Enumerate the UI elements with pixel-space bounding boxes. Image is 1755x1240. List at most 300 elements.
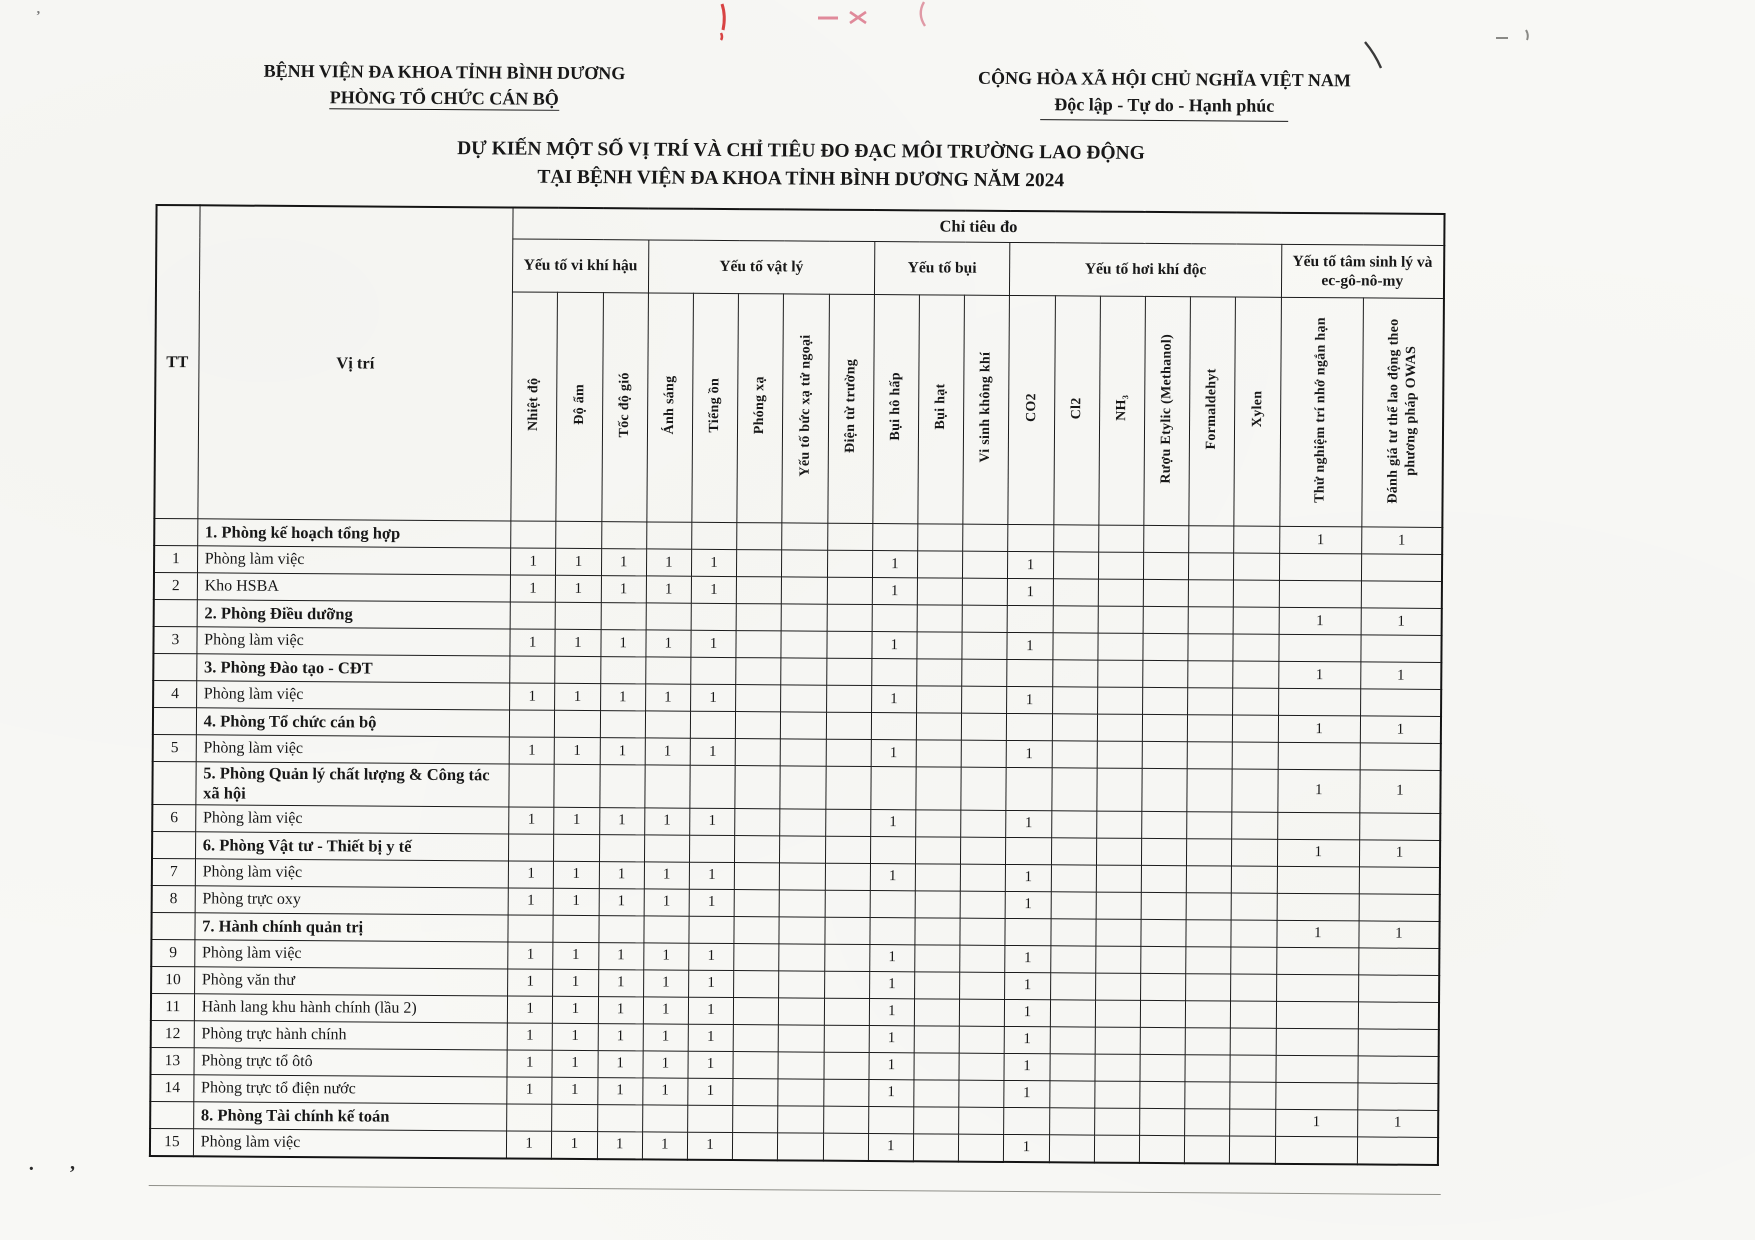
value-cell-col13	[1050, 1026, 1095, 1053]
value-cell-col19	[1358, 1029, 1439, 1057]
value-cell-col16	[1187, 811, 1232, 838]
value-cell-col13	[1052, 660, 1097, 687]
value-cell-col5: 1	[688, 1078, 733, 1105]
value-cell-col19	[1358, 1083, 1439, 1111]
value-cell-col16	[1188, 661, 1233, 688]
value-cell-col13	[1051, 864, 1096, 891]
value-cell-col4: 1	[646, 630, 691, 657]
value-cell-col7	[781, 712, 826, 739]
value-cell-col14	[1096, 811, 1141, 838]
ink-speck: ·	[28, 1158, 35, 1180]
value-cell-col5: 1	[689, 862, 734, 889]
column-header-8: Điện từ trường	[827, 294, 874, 523]
column-header-12: CO2	[1008, 295, 1055, 524]
value-cell-col15	[1141, 946, 1186, 973]
value-cell-col12	[1004, 1107, 1049, 1134]
value-cell-col18: 1	[1278, 661, 1361, 689]
value-cell-col9: 1	[870, 809, 915, 836]
value-cell-col8	[824, 917, 869, 944]
value-cell-col14	[1097, 660, 1142, 687]
value-cell-col6	[733, 1078, 778, 1105]
value-cell-col17	[1232, 812, 1277, 839]
value-cell-col12	[1007, 659, 1052, 686]
value-cell-col13	[1049, 1134, 1094, 1162]
row-number-cell: 10	[151, 966, 194, 993]
row-number-cell	[154, 518, 197, 545]
value-cell-col13	[1052, 633, 1097, 660]
value-cell-col13	[1051, 837, 1096, 864]
org-department: PHÒNG TỔ CHỨC CÁN BỘ	[329, 87, 559, 109]
section-label-cell: 2. Phòng Điều dưỡng	[197, 600, 511, 629]
ink-speck: ,	[70, 1152, 75, 1174]
value-cell-col3: 1	[597, 1077, 642, 1104]
value-cell-col3: 1	[601, 549, 646, 576]
value-cell-col9: 1	[872, 632, 917, 659]
value-cell-col4: 1	[644, 889, 689, 916]
value-cell-col12: 1	[1004, 1134, 1049, 1162]
value-cell-col14	[1095, 946, 1140, 973]
value-cell-col4: 1	[644, 808, 689, 835]
value-cell-col10	[915, 917, 960, 944]
value-cell-col15	[1144, 525, 1189, 552]
value-cell-col3: 1	[598, 996, 643, 1023]
value-cell-col15	[1142, 687, 1187, 714]
group-header-4: Yếu tố hơi khí độc	[1010, 242, 1282, 297]
value-cell-col13	[1050, 999, 1095, 1026]
value-cell-col5: 1	[688, 970, 733, 997]
value-cell-col1	[511, 521, 556, 548]
position-label-cell: Phòng làm việc	[195, 858, 509, 887]
value-cell-col10	[914, 1106, 959, 1133]
value-cell-col5: 1	[691, 549, 736, 576]
column-header-10: Bụi hạt	[918, 295, 965, 524]
section-label-cell: 6. Phòng Vật tư - Thiết bị y tế	[195, 831, 509, 860]
group-header-1: Yếu tố vi khí hậu	[513, 239, 649, 293]
value-cell-col7	[780, 766, 825, 809]
value-cell-col11	[962, 578, 1007, 605]
value-cell-col6	[735, 712, 780, 739]
value-cell-col9	[871, 767, 916, 810]
value-cell-col12: 1	[1006, 740, 1051, 767]
value-cell-col12: 1	[1005, 945, 1050, 972]
column-header-13: Cl2	[1053, 296, 1100, 525]
value-cell-col14	[1097, 714, 1142, 741]
value-cell-col19: 1	[1361, 608, 1442, 636]
value-cell-col17	[1231, 1001, 1276, 1028]
value-cell-col5: 1	[690, 684, 735, 711]
value-cell-col15	[1141, 919, 1186, 946]
value-cell-col2	[555, 602, 600, 629]
national-motto-line1: CỘNG HÒA XÃ HỘI CHỦ NGHĨA VIỆT NAM	[977, 67, 1351, 91]
value-cell-col3: 1	[598, 1023, 643, 1050]
value-cell-col13	[1052, 741, 1097, 768]
value-cell-col2: 1	[554, 861, 599, 888]
value-cell-col3: 1	[597, 1050, 642, 1077]
value-cell-col5	[689, 835, 734, 862]
value-cell-col2: 1	[555, 683, 600, 710]
value-cell-col14	[1098, 525, 1143, 552]
value-cell-col11	[963, 524, 1008, 551]
value-cell-col3	[600, 711, 645, 738]
value-cell-col2	[554, 834, 599, 861]
value-cell-col3: 1	[600, 738, 645, 765]
row-number-cell: 15	[150, 1128, 193, 1156]
value-cell-col8	[825, 890, 870, 917]
value-cell-col10	[917, 605, 962, 632]
value-cell-col18	[1276, 1055, 1359, 1083]
section-label-cell: 5. Phòng Quản lý chất lượng & Công tác xã hội	[196, 762, 510, 807]
value-cell-col10	[913, 1133, 958, 1161]
value-cell-col7	[778, 1132, 823, 1160]
value-cell-col9: 1	[869, 998, 914, 1025]
value-cell-col1: 1	[510, 575, 555, 602]
value-cell-col10	[918, 524, 963, 551]
row-number-cell	[152, 831, 195, 858]
value-cell-col17	[1234, 553, 1279, 580]
row-number-cell: 6	[152, 804, 195, 831]
value-cell-col19: 1	[1360, 716, 1441, 744]
value-cell-col4: 1	[643, 1078, 688, 1105]
value-cell-col13	[1051, 891, 1096, 918]
value-cell-col16	[1185, 1027, 1230, 1054]
ink-speck: ‚	[36, 2, 41, 17]
value-cell-col16	[1185, 1135, 1230, 1163]
value-cell-col17	[1233, 607, 1278, 634]
value-cell-col8	[823, 1133, 868, 1161]
value-cell-col16	[1188, 688, 1233, 715]
value-cell-col15	[1140, 1000, 1185, 1027]
value-cell-col10	[916, 686, 961, 713]
value-cell-col12: 1	[1006, 810, 1051, 837]
value-cell-col4: 1	[643, 943, 688, 970]
value-cell-col16	[1186, 946, 1231, 973]
value-cell-col16	[1187, 769, 1232, 812]
position-label-cell: Phòng trực hành chính	[194, 1020, 508, 1049]
value-cell-col3	[601, 603, 646, 630]
value-cell-col16	[1188, 607, 1233, 634]
value-cell-col9: 1	[869, 944, 914, 971]
value-cell-col9: 1	[869, 971, 914, 998]
column-header-16: Formaldehyt	[1189, 297, 1236, 526]
value-cell-col13	[1052, 714, 1097, 741]
value-cell-col6	[735, 808, 780, 835]
value-cell-col4: 1	[643, 1051, 688, 1078]
value-cell-col5: 1	[690, 808, 735, 835]
value-cell-col4	[646, 522, 691, 549]
value-cell-col3: 1	[599, 861, 644, 888]
value-cell-col8	[825, 836, 870, 863]
value-cell-col7	[778, 1078, 823, 1105]
value-cell-col15	[1143, 660, 1188, 687]
value-cell-col7	[780, 739, 825, 766]
value-cell-col19: 1	[1362, 527, 1443, 555]
value-cell-col19: 1	[1357, 1110, 1438, 1138]
value-cell-col18	[1275, 1082, 1358, 1110]
value-cell-col17	[1233, 661, 1278, 688]
value-cell-col3: 1	[599, 807, 644, 834]
value-cell-col7	[779, 970, 824, 997]
value-cell-col13	[1050, 918, 1095, 945]
value-cell-col5	[690, 765, 735, 808]
value-cell-col14	[1096, 919, 1141, 946]
value-cell-col9: 1	[871, 686, 916, 713]
value-cell-col14	[1094, 1135, 1139, 1163]
handwriting-gray-tick	[1492, 26, 1542, 48]
value-cell-col18	[1276, 1028, 1359, 1056]
value-cell-col11	[962, 632, 1007, 659]
measurement-table	[149, 204, 1446, 1166]
value-cell-col10	[914, 971, 959, 998]
value-cell-col18: 1	[1278, 715, 1361, 743]
value-cell-col9: 1	[871, 740, 916, 767]
value-cell-col8	[826, 685, 871, 712]
value-cell-col11	[960, 864, 1005, 891]
row-number-cell	[152, 761, 195, 804]
value-cell-col2: 1	[552, 1023, 597, 1050]
value-cell-col10	[914, 1052, 959, 1079]
value-cell-col4: 1	[643, 1024, 688, 1051]
value-cell-col6	[735, 835, 780, 862]
value-cell-col6	[733, 997, 778, 1024]
row-number-cell: 8	[152, 885, 195, 912]
national-header	[934, 64, 1394, 122]
value-cell-col18	[1277, 812, 1360, 840]
value-cell-col13	[1053, 606, 1098, 633]
value-cell-col16	[1186, 919, 1231, 946]
value-cell-col19: 1	[1359, 921, 1440, 949]
value-cell-col7	[778, 1105, 823, 1132]
value-cell-col14	[1098, 606, 1143, 633]
value-cell-col11	[961, 713, 1006, 740]
value-cell-col13	[1051, 768, 1096, 811]
value-cell-col3: 1	[600, 684, 645, 711]
value-cell-col9	[872, 605, 917, 632]
value-cell-col12: 1	[1005, 972, 1050, 999]
value-cell-col9	[871, 659, 916, 686]
value-cell-col15	[1139, 1135, 1184, 1163]
value-cell-col10	[914, 1079, 959, 1106]
value-cell-col5: 1	[689, 889, 734, 916]
value-cell-col16	[1189, 526, 1234, 553]
value-cell-col9: 1	[872, 578, 917, 605]
value-cell-col1: 1	[510, 683, 555, 710]
row-number-cell: 11	[151, 993, 194, 1020]
value-cell-col6	[734, 889, 779, 916]
value-cell-col7	[781, 658, 826, 685]
value-cell-col18: 1	[1277, 769, 1360, 812]
handwriting-pen-stroke	[1355, 38, 1395, 72]
value-cell-col15	[1143, 633, 1188, 660]
position-label-cell: Phòng làm việc	[193, 1128, 507, 1158]
value-cell-col19: 1	[1360, 770, 1441, 813]
value-cell-col1	[510, 656, 555, 683]
value-cell-col1: 1	[508, 861, 553, 888]
value-cell-col10	[917, 632, 962, 659]
value-cell-col15	[1142, 811, 1187, 838]
row-number-cell: 5	[153, 734, 196, 761]
value-cell-col6	[734, 943, 779, 970]
value-cell-col15	[1140, 1054, 1185, 1081]
value-cell-col9	[872, 524, 917, 551]
value-cell-col16	[1189, 553, 1234, 580]
value-cell-col9	[870, 836, 915, 863]
position-label-cell: Hành lang khu hành chính (lầu 2)	[194, 993, 508, 1022]
value-cell-col19: 1	[1359, 840, 1440, 868]
value-cell-col2	[553, 915, 598, 942]
value-cell-col11	[959, 999, 1004, 1026]
value-cell-col15	[1140, 973, 1185, 1000]
value-cell-col6	[737, 550, 782, 577]
value-cell-col8	[823, 1106, 868, 1133]
value-cell-col19	[1359, 867, 1440, 895]
value-cell-col7	[779, 997, 824, 1024]
row-number-cell	[153, 707, 196, 734]
value-cell-col13	[1050, 945, 1095, 972]
value-cell-col17	[1230, 1136, 1275, 1164]
value-cell-col6	[733, 1024, 778, 1051]
value-cell-col18	[1276, 1001, 1359, 1029]
value-cell-col4: 1	[643, 970, 688, 997]
value-cell-col4	[644, 835, 689, 862]
column-header-3: Tốc độ gió	[601, 293, 648, 522]
value-cell-col18: 1	[1275, 1109, 1358, 1137]
value-cell-col4: 1	[643, 997, 688, 1024]
value-cell-col7	[780, 808, 825, 835]
value-cell-col14	[1095, 1000, 1140, 1027]
value-cell-col4	[645, 711, 690, 738]
value-cell-col15	[1143, 579, 1188, 606]
value-cell-col14	[1097, 687, 1142, 714]
value-cell-col17	[1233, 688, 1278, 715]
value-cell-col10	[916, 809, 961, 836]
column-header-1: Nhiệt độ	[511, 292, 558, 521]
value-cell-col3	[601, 522, 646, 549]
value-cell-col17	[1230, 1082, 1275, 1109]
column-header-11: Vi sinh không khí	[963, 295, 1010, 524]
column-header-14: NH₃	[1099, 296, 1146, 525]
value-cell-col19	[1359, 948, 1440, 976]
row-number-cell: 14	[150, 1074, 193, 1101]
value-cell-col6	[736, 604, 781, 631]
value-cell-col11	[962, 605, 1007, 632]
row-number-cell: 2	[154, 572, 197, 599]
value-cell-col5	[688, 1105, 733, 1132]
table-body	[150, 518, 1442, 1164]
value-cell-col9: 1	[869, 1052, 914, 1079]
value-cell-col8	[825, 863, 870, 890]
position-label-cell: Phòng trực tổ điện nước	[193, 1074, 507, 1103]
document-title-line2: TẠI BỆNH VIỆN ĐA KHOA TỈNH BÌNH DƯƠNG NĂM 2024	[537, 166, 1065, 192]
value-cell-col10	[914, 1025, 959, 1052]
value-cell-col3	[597, 1104, 642, 1131]
value-cell-col7	[781, 685, 826, 712]
value-cell-col17	[1232, 742, 1277, 769]
position-label-cell: Phòng làm việc	[196, 735, 510, 764]
row-number-cell: 1	[154, 545, 197, 572]
value-cell-col9: 1	[872, 551, 917, 578]
value-cell-col2	[555, 710, 600, 737]
value-cell-col12: 1	[1005, 999, 1050, 1026]
value-cell-col10	[916, 740, 961, 767]
value-cell-col12: 1	[1008, 551, 1053, 578]
value-cell-col4	[645, 657, 690, 684]
value-cell-col7	[780, 862, 825, 889]
value-cell-col14	[1096, 838, 1141, 865]
value-cell-col10	[917, 578, 962, 605]
value-cell-col19	[1360, 813, 1441, 841]
value-cell-col6	[733, 1132, 778, 1160]
value-cell-col12: 1	[1007, 632, 1052, 659]
value-cell-col18	[1278, 688, 1361, 716]
value-cell-col1: 1	[510, 629, 555, 656]
value-cell-col16	[1185, 1108, 1230, 1135]
value-cell-col3	[598, 915, 643, 942]
value-cell-col16	[1185, 1054, 1230, 1081]
position-label-cell: Phòng làm việc	[195, 804, 509, 833]
value-cell-col17	[1233, 715, 1278, 742]
value-cell-col1: 1	[507, 1050, 552, 1077]
value-cell-col14	[1096, 865, 1141, 892]
value-cell-col5: 1	[691, 630, 736, 657]
column-header-18: Thử nghiệm trí nhớ ngắn hạn	[1279, 297, 1363, 527]
value-cell-col14	[1095, 973, 1140, 1000]
value-cell-col11	[962, 686, 1007, 713]
value-cell-col6	[735, 739, 780, 766]
position-label-cell: Phòng làm việc	[197, 546, 511, 575]
value-cell-col12: 1	[1008, 578, 1053, 605]
value-cell-col13	[1053, 579, 1098, 606]
value-cell-col8	[825, 809, 870, 836]
value-cell-col11	[960, 891, 1005, 918]
value-cell-col1: 1	[509, 807, 554, 834]
column-header-17: Xylen	[1234, 297, 1281, 526]
value-cell-col2	[555, 656, 600, 683]
column-header-9: Bụi hô hấp	[873, 295, 920, 524]
value-cell-col18	[1276, 974, 1359, 1002]
value-cell-col13	[1053, 525, 1098, 552]
value-cell-col17	[1234, 526, 1279, 553]
value-cell-col5: 1	[689, 943, 734, 970]
value-cell-col12	[1006, 767, 1051, 810]
value-cell-col8	[827, 577, 872, 604]
value-cell-col15	[1143, 552, 1188, 579]
org-header	[224, 57, 664, 112]
value-cell-col7	[782, 523, 827, 550]
value-cell-col9	[868, 1106, 913, 1133]
value-cell-col17	[1234, 580, 1279, 607]
value-cell-col1	[509, 710, 554, 737]
value-cell-col11	[959, 1080, 1004, 1107]
value-cell-col8	[826, 712, 871, 739]
measure-band-header: Chỉ tiêu đo	[513, 207, 1445, 245]
value-cell-col13	[1049, 1080, 1094, 1107]
value-cell-col4	[642, 1105, 687, 1132]
value-cell-col19	[1358, 1056, 1439, 1084]
value-cell-col9	[870, 917, 915, 944]
value-cell-col18	[1276, 947, 1359, 975]
value-cell-col17	[1230, 1109, 1275, 1136]
value-cell-col15	[1140, 1108, 1185, 1135]
value-cell-col19	[1358, 1002, 1439, 1030]
value-cell-col15	[1141, 865, 1186, 892]
value-cell-col18	[1277, 866, 1360, 894]
row-number-cell	[153, 653, 196, 680]
value-cell-col16	[1188, 634, 1233, 661]
value-cell-col9	[870, 890, 915, 917]
value-cell-col11	[961, 767, 1006, 810]
value-cell-col18: 1	[1279, 526, 1362, 554]
value-cell-col4: 1	[646, 576, 691, 603]
